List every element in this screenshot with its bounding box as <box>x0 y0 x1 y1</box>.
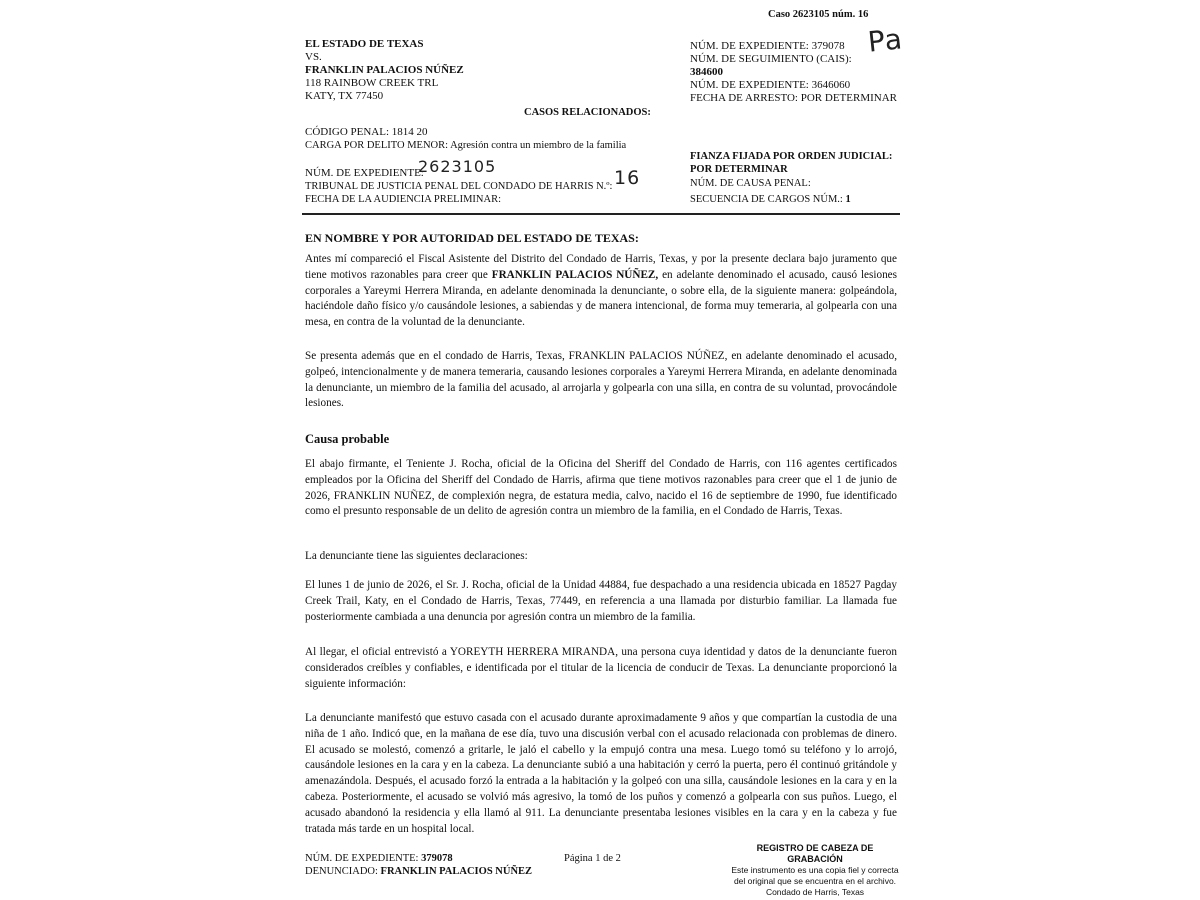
stamp-title: REGISTRO DE CABEZA DE GRABACIÓN <box>756 843 874 864</box>
expediente-number-2: NÚM. DE EXPEDIENTE: 3646060 <box>690 79 851 91</box>
paragraph-affidavit <box>305 252 897 331</box>
paragraph-dispatch: El lunes 1 de junio de 2026, el Sr. J. Rocha, oficial de la Unidad 44884, fue despachado a una residencia ubicada en 18527 Pagday Creek Trail, Katy, en el Condado de Harris, Texas, 77449, en referencia a una llamada por disturbio familiar. La llamada fue posteriormente cambiada a una denuncia por agresión contra un miembro de la familia. <box>305 579 897 623</box>
paragraph-complainant-statement: La denunciante manifestó que estuvo casada con el acusado durante aproximadamente 9 años y que compartían la custodia de una niña de 1 año. Indicó que, en la mañana de ese día, tuvo una discusión verbal con el acusado relacionada con problemas de dinero. El acusado se molestó, comenzó a gritarle, le jaló el cabello y la empujó contra una mesa. Luego tomó su teléfono y lo arrojó, causándole lesiones en la cara y en la cabeza. La denunciante subió a una habitación y cerró la puerta, pero él continuó gritándole y amenazándola. Después, el acusado forzó la entrada a la habitación y la golpeó con una silla, causándole lesiones en la cara y en la cabeza. Posteriormente, el acusado se volvió más agresivo, la tomó de los puños y comenzó a golpearla con sus puños. Luego, el acusado abandonó la residencia y ella llamó al 911. La denunciante presentaba lesiones visibles en la cara y en la cabeza y fue tratada más tarde en un hospital local. <box>305 712 897 835</box>
footer-expediente <box>305 852 453 865</box>
preliminary-hearing-label: FECHA DE LA AUDIENCIA PRELIMINAR: <box>305 194 502 205</box>
footer-denounced-label: DENUNCIADO: <box>305 866 378 877</box>
charge-sequence-value: 1 <box>845 194 851 205</box>
certification-stamp <box>730 843 900 898</box>
vs-label: VS. <box>305 51 322 63</box>
expediente-number: NÚM. DE EXPEDIENTE: 379078 <box>690 40 845 52</box>
bond-label: FIANZA FIJADA POR ORDEN JUDICIAL: <box>690 151 893 162</box>
defendant-name: FRANKLIN PALACIOS NÚÑEZ <box>305 64 464 76</box>
stamp-line3: Condado de Harris, Texas <box>765 887 865 897</box>
penal-code: CÓDIGO PENAL: 1814 20 <box>305 126 428 138</box>
stamp-line1: Este instrumento es una copia fiel y correcta <box>731 865 899 875</box>
misdemeanor-charge: CARGA POR DELITO MENOR: Agresión contra un miembro de la familia <box>305 140 627 151</box>
paragraph-affidavit-part2: en adelante denominado el acusado, causó lesiones corporales a Yareymi Herrera Miranda, en adelante denominada la denunciante, o sobre ella, de la siguiente manera: golpeándola, haciéndole daño físico y/o causándole lesiones, a sabiendas y de manera intencional, de forma muy temeraria, al golpearla con una mesa, en contra de la voluntad de la denunciante. <box>305 268 897 329</box>
paragraph-interview: Al llegar, el oficial entrevistó a YOREYTH HERRERA MIRANDA, una persona cuya identidad y datos de la denunciante fueron considerados creíbles y confiables, e identificada por el titular de la licencia de conducir de Texas. La denunciante proporcionó la siguiente información: <box>305 646 897 690</box>
stamp-line2: del original que se encuentra en el archivo. <box>733 876 897 886</box>
defendant-address-line1: 118 RAINBOW CREEK TRL <box>305 77 439 89</box>
defendant-name-inline: FRANKLIN PALACIOS NÚÑEZ, <box>491 268 659 281</box>
paragraph-officer-statement: El abajo firmante, el Teniente J. Rocha, oficial de la Oficina del Sheriff del Condado de Harris, con 116 agentes certificados empleados por la Oficina del Sheriff del Condado de Harris, afirma que tiene motivos razonables para creer que el 1 de junio de 2026, FRANKLIN NUÑEZ, de complexión negra, de estatura media, calvo, nacido el 16 de septiembre de 1990, fue identificado como el presunto responsable de un delito de agresión contra un miembro de la familia, en el Condado de Harris, Texas. <box>305 458 897 518</box>
footer-denounced <box>305 865 532 878</box>
defendant-address-line2: KATY, TX 77450 <box>305 90 384 102</box>
page-number: Página 1 de 2 <box>564 853 621 864</box>
header-divider <box>302 213 900 215</box>
paragraph-declarations-intro: La denunciante tiene las siguientes declaraciones: <box>305 550 528 562</box>
case-number-label: NÚM. DE EXPEDIENTE: <box>305 167 424 179</box>
charge-sequence <box>690 193 851 206</box>
footer-denounced-value: FRANKLIN PALACIOS NÚÑEZ <box>380 866 533 877</box>
criminal-cause-label: NÚM. DE CAUSA PENAL: <box>690 178 811 189</box>
case-reference: Caso 2623105 núm. 16 <box>768 9 869 20</box>
main-heading: EN NOMBRE Y POR AUTORIDAD DEL ESTADO DE TEXAS: <box>305 231 639 245</box>
related-cases-heading: CASOS RELACIONADOS: <box>524 107 651 118</box>
paragraph-additional-charge: Se presenta además que en el condado de Harris, Texas, FRANKLIN PALACIOS NÚÑEZ, en adelante denominado el acusado, golpeó, intencionalmente y de manera temeraria, causando lesiones corporales a Yareymi Herrera Miranda, en adelante denominada la denunciante, un miembro de la familia del acusado, al arrojarla y golpearla con una silla, en contra de su voluntad, provocándole lesiones. <box>305 350 897 410</box>
case-number-handwritten: 2623105 <box>418 157 497 176</box>
paragraph-affidavit-part1: Antes mí compareció el Fiscal Asistente del Distrito del Condado de Harris, Texas, y por la presente declara bajo juramento que tiene motivos razonables para creer que <box>305 253 897 281</box>
handwritten-initials: Pa <box>866 22 905 59</box>
court-label: TRIBUNAL DE JUSTICIA PENAL DEL CONDADO DE HARRIS N.º: <box>305 181 613 192</box>
state-name: EL ESTADO DE TEXAS <box>305 38 424 50</box>
footer-expediente-value: 379078 <box>421 853 453 864</box>
probable-cause-heading: Causa probable <box>305 432 390 446</box>
tracking-number-label: NÚM. DE SEGUIMIENTO (CAIS): <box>690 53 852 65</box>
court-number-handwritten: 16 <box>614 167 641 189</box>
charge-sequence-label: SECUENCIA DE CARGOS NÚM.: <box>690 194 843 205</box>
arrest-date: FECHA DE ARRESTO: POR DETERMINAR <box>690 92 897 104</box>
bond-value: POR DETERMINAR <box>690 164 788 175</box>
tracking-number-value: 384600 <box>690 66 723 78</box>
footer-expediente-label: NÚM. DE EXPEDIENTE: <box>305 853 419 864</box>
